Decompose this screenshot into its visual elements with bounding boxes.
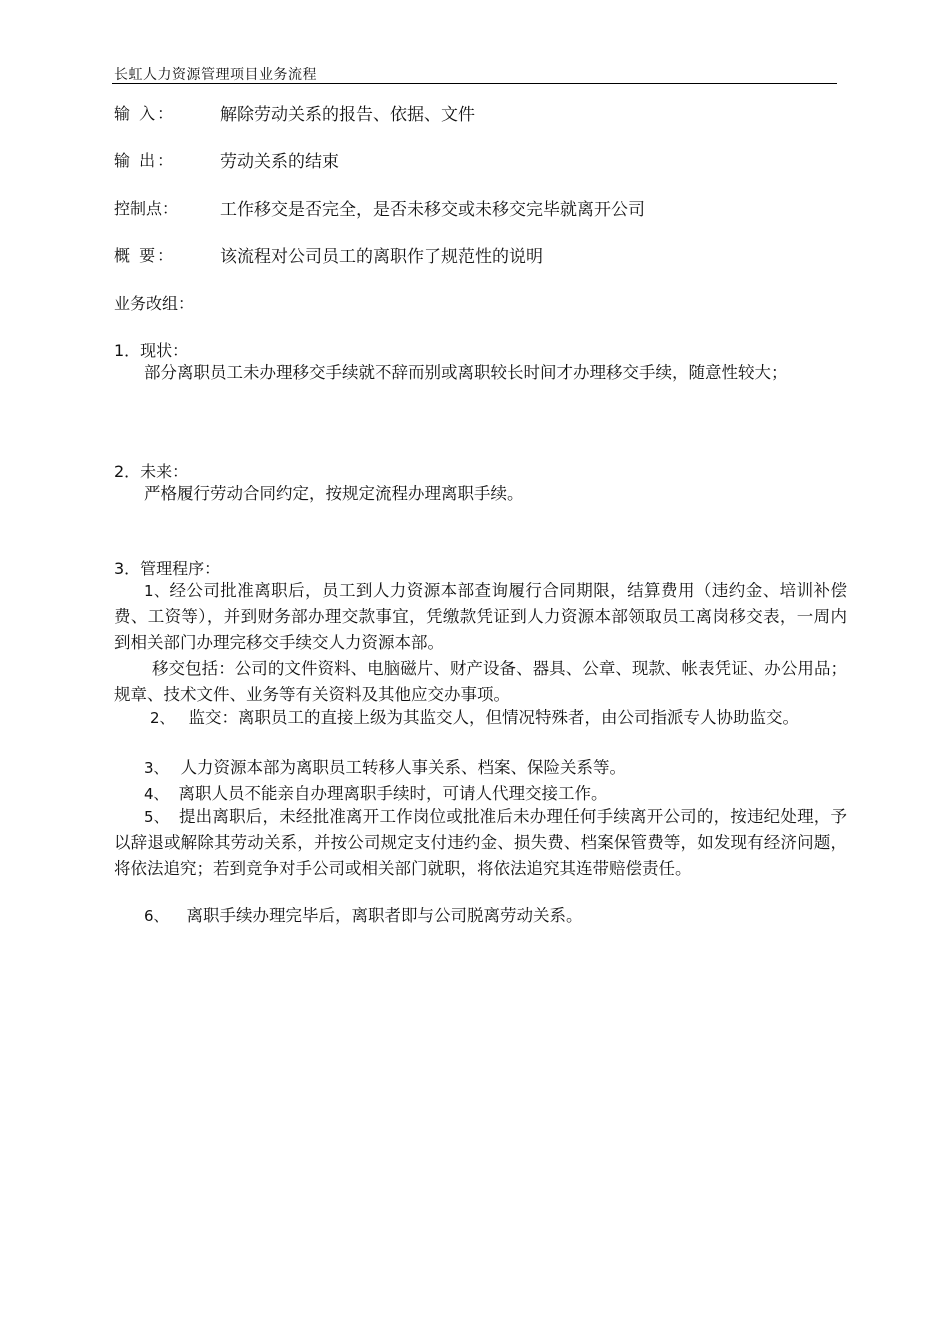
item-number: 5、 <box>144 808 169 826</box>
item-number: 2、 <box>150 709 175 727</box>
procedure-item <box>114 755 847 781</box>
field-value: 劳动关系的结束 <box>220 152 339 172</box>
field-value: 工作移交是否完全，是否未移交或未移交完毕就离开公司 <box>220 200 645 220</box>
field-value: 该流程对公司员工的离职作了规范性的说明 <box>220 247 543 267</box>
running-header: 长虹人力资源管理项目业务流程 <box>114 67 317 83</box>
field-label: 输 入： <box>114 104 176 123</box>
section-future-title: 2．未来： <box>114 462 189 481</box>
procedure-item <box>114 705 847 731</box>
field-value: 解除劳动关系的报告、依据、文件 <box>220 105 475 125</box>
section-current-title: 1．现状： <box>114 341 189 360</box>
item-text: 经公司批准离职后，员工到人力资源本部查询履行合同期限，结算费用（违约金、培训补偿费、工资等），并到财务部办理交款事宜，凭缴款凭证到人力资源本部领取员工离岗移交表，一周内到相关部门办理完移交手续交人力资源本部。 <box>114 581 848 652</box>
item-text: 提出离职后，未经批准离开工作岗位或批准后未办理任何手续离开公司的，按违纪处理，予以辞退或解除其劳动关系，并按公司规定支付违约金、损失费、档案保管费等，如发现有经济问题，将依法追究；若到竞争对手公司或相关部门就职，将依法追究其连带赔偿责任。 <box>114 807 848 878</box>
section-current-text: 部分离职员工未办理移交手续就不辞而别或离职较长时间才办理移交手续，随意性较大； <box>144 363 788 382</box>
item-number: 6、 <box>144 907 169 925</box>
field-label: 控制点： <box>114 199 179 218</box>
field-label: 输 出： <box>114 151 176 170</box>
section-future-text: 严格履行劳动合同约定，按规定流程办理离职手续。 <box>144 484 524 503</box>
section-procedure-title: 3．管理程序： <box>114 559 221 578</box>
item-text: 离职手续办理完毕后，离职者即与公司脱离劳动关系。 <box>186 906 583 925</box>
field-label: 概 要： <box>114 246 176 265</box>
procedure-item <box>114 578 847 656</box>
item-text: 移交包括：公司的文件资料、电脑磁片、财产设备、器具、公章、现款、帐表凭证、办公用品；规章、技术文件、业务等有关资料及其他应交办事项。 <box>114 659 847 704</box>
procedure-item <box>114 656 847 708</box>
procedure-item <box>114 903 847 929</box>
item-text: 离职人员不能亲自办理离职手续时，可请人代理交接工作。 <box>178 784 608 803</box>
header-rule <box>112 83 837 84</box>
procedure-item <box>114 804 847 882</box>
reorg-heading: 业务改组： <box>114 294 195 313</box>
item-text: 人力资源本部为离职员工转移人事关系、档案、保险关系等。 <box>180 758 627 777</box>
item-text: 监交：离职员工的直接上级为其监交人，但情况特殊者，由公司指派专人协助监交。 <box>188 708 800 727</box>
item-number: 4、 <box>144 785 169 803</box>
item-number: 3、 <box>144 759 169 777</box>
item-number: 1、 <box>144 582 170 600</box>
